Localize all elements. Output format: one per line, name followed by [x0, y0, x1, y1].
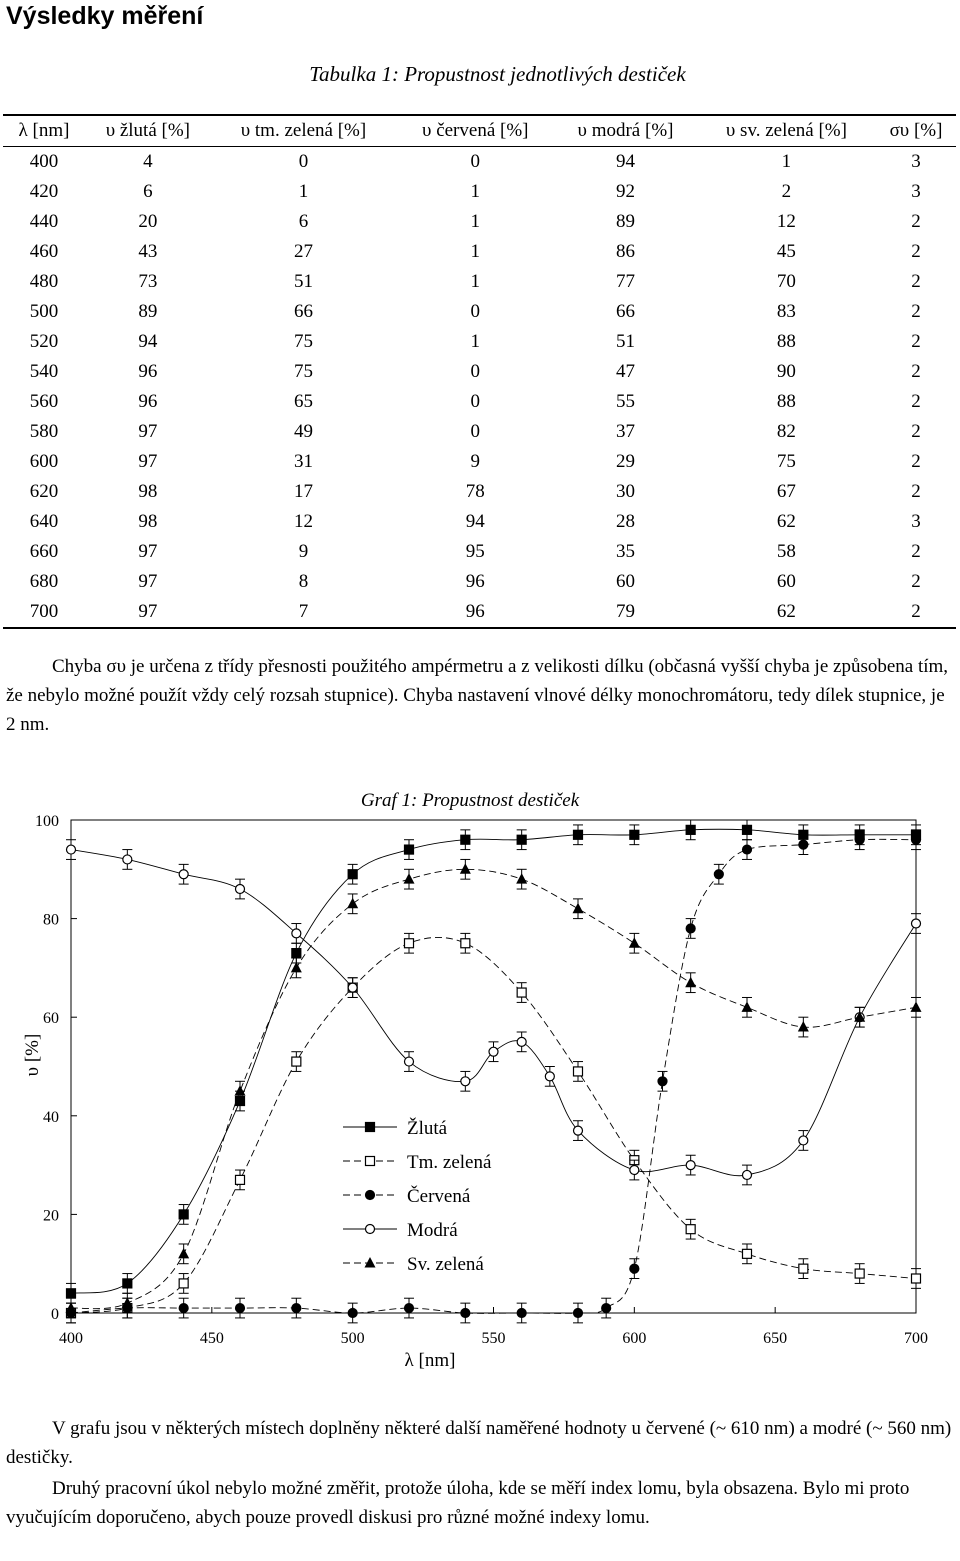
table-cell: 28 [616, 511, 636, 532]
legend-marker [366, 1123, 375, 1132]
data-point [236, 1175, 245, 1184]
table-cell: 2 [911, 541, 921, 562]
series-line [71, 850, 916, 1176]
data-point [630, 1264, 639, 1273]
table-cell: 77 [616, 271, 636, 292]
graph-note-paragraph: V grafu jsou v některých místech doplněny některé další naměřené hodnoty u červené (~ 610 nm) a modré (~ 560 nm) destičky. [6, 1418, 952, 1468]
table-cell: 37 [616, 421, 636, 442]
table-cell: 86 [616, 241, 636, 262]
table-cell: 65 [293, 391, 313, 412]
chart-legend [343, 1117, 492, 1275]
data-point [743, 825, 752, 834]
data-point [686, 825, 695, 834]
table-cell: 51 [293, 271, 313, 292]
legend-marker [366, 1225, 375, 1234]
table-cell: 2 [781, 181, 792, 202]
x-tick-label: 650 [763, 1330, 788, 1347]
table-body [3, 147, 956, 629]
table-cell: 97 [138, 601, 158, 622]
table-cell: 94 [138, 331, 158, 352]
table-cell: 0 [470, 151, 480, 172]
table-header-row [3, 115, 956, 147]
table-cell: 1 [470, 211, 480, 232]
table-cell: 30 [616, 481, 636, 502]
legend-label: Tm. zelená [407, 1152, 492, 1173]
series-1 [66, 933, 921, 1322]
y-axis-label: υ [%] [22, 1033, 43, 1077]
table-cell: 60 [776, 571, 796, 592]
data-point [123, 855, 132, 864]
y-tick-label: 40 [43, 1108, 59, 1126]
table-cell: 27 [293, 241, 313, 262]
data-point [405, 1057, 414, 1066]
table-cell: 66 [616, 301, 636, 322]
table-cell: 47 [616, 361, 636, 382]
data-point [799, 1136, 808, 1145]
table-row [3, 477, 956, 507]
table-cell: 2 [911, 271, 921, 292]
data-point [602, 1304, 611, 1313]
data-point [517, 1037, 526, 1046]
table-cell: 0 [470, 391, 480, 412]
table-cell: 1 [470, 331, 480, 352]
table-cell: 2 [911, 601, 921, 622]
table-cell: 2 [911, 451, 921, 472]
legend-label: Sv. zelená [407, 1254, 484, 1275]
table-cell: 4 [143, 151, 153, 172]
legend-label: Žlutá [407, 1118, 448, 1139]
table-cell: 70 [776, 271, 796, 292]
table-cell: 20 [138, 211, 158, 232]
series-line [71, 937, 916, 1313]
transmittance-chart [0, 780, 960, 1410]
table-cell: 98 [138, 511, 158, 532]
table-cell: 97 [138, 571, 158, 592]
table-cell: 43 [138, 241, 158, 262]
table-row [3, 297, 956, 327]
data-point [545, 1072, 554, 1081]
data-point [236, 885, 245, 894]
table-row [3, 537, 956, 567]
data-point [235, 1085, 246, 1096]
table-row [3, 327, 956, 357]
legend-marker [366, 1157, 375, 1166]
data-point [912, 1274, 921, 1283]
series-2 [66, 830, 921, 1323]
data-point [347, 898, 358, 909]
data-point [178, 1248, 189, 1259]
table-cell: 31 [293, 451, 313, 472]
data-point [67, 845, 76, 854]
table-cell: 440 [29, 211, 59, 232]
y-tick-label: 60 [43, 1010, 59, 1028]
series-3 [66, 840, 921, 1185]
table-row [3, 567, 956, 597]
table-cell: 9 [298, 541, 309, 562]
table-cell: 600 [29, 451, 59, 472]
data-point [574, 1126, 583, 1135]
table-cell: 98 [138, 481, 158, 502]
table-cell: 540 [29, 361, 59, 382]
table-cell: 96 [138, 361, 158, 382]
x-tick-label: 700 [904, 1330, 928, 1347]
table-cell: 62 [776, 601, 796, 622]
table-row [3, 417, 956, 447]
table-header-cell: υ žlutá [%] [85, 115, 211, 147]
data-point [685, 977, 696, 988]
table-cell: 640 [29, 511, 59, 532]
table-cell: 58 [776, 541, 796, 562]
table-cell: 92 [616, 181, 636, 202]
table-cell: 660 [29, 541, 59, 562]
table-row [3, 147, 956, 178]
table-cell: 90 [776, 361, 796, 382]
data-point [573, 903, 584, 914]
data-point [686, 1225, 695, 1234]
y-tick-label: 80 [43, 911, 59, 929]
data-point [714, 870, 723, 879]
table-cell: 17 [293, 481, 313, 502]
data-point [179, 1304, 188, 1313]
table-cell: 29 [616, 451, 636, 472]
data-point [67, 1289, 76, 1298]
data-point [489, 1047, 498, 1056]
table-header-cell: λ [nm] [3, 115, 85, 147]
table-cell: 45 [776, 241, 796, 262]
table-cell: 97 [138, 451, 158, 472]
table-row [3, 357, 956, 387]
table-cell: 3 [911, 511, 921, 532]
page-heading: Výsledky měření [6, 2, 204, 30]
table-header-cell: υ modrá [%] [554, 115, 697, 147]
data-point [405, 1304, 414, 1313]
data-point [236, 1304, 245, 1313]
data-point [516, 873, 527, 884]
table-cell: 2 [911, 331, 921, 352]
data-point [630, 830, 639, 839]
x-tick-label: 450 [199, 1330, 224, 1347]
table-cell: 89 [616, 211, 636, 232]
table-cell: 2 [911, 211, 921, 232]
error-paragraph: Chyba συ je určena z třídy přesnosti použitého ampérmetru a z velikosti dílku (občasná vyšší chyba je způsobena tím, že nebylo možné použít vždy celý rozsah stupnice). Chyba nastavení vlnové délky monochromátoru, tedy dílek stupnice, je 2 nm. [6, 656, 949, 735]
data-point [574, 1309, 583, 1318]
table-cell: 580 [29, 421, 59, 442]
table-cell: 480 [29, 271, 59, 292]
table-cell: 0 [470, 421, 480, 442]
table-cell: 2 [911, 361, 921, 382]
table-cell: 2 [911, 571, 921, 592]
data-point [179, 870, 188, 879]
table-cell: 400 [29, 151, 59, 172]
table-cell: 62 [776, 511, 796, 532]
table-cell: 66 [293, 301, 313, 322]
table-cell: 55 [616, 391, 636, 412]
data-point [292, 1304, 301, 1313]
data-point [686, 1161, 695, 1170]
data-point [743, 845, 752, 854]
table-cell: 79 [616, 601, 636, 622]
data-point [742, 1001, 753, 1012]
table-cell: 49 [293, 421, 313, 442]
table-header-cell: συ [%] [876, 115, 956, 147]
table-cell: 1 [470, 241, 480, 262]
table-cell: 3 [911, 181, 921, 202]
series-line [71, 839, 916, 1313]
table-row [3, 447, 956, 477]
table-cell: 94 [616, 151, 636, 172]
table-cell: 73 [138, 271, 158, 292]
table-cell: 620 [29, 481, 59, 502]
table-cell: 6 [298, 211, 309, 232]
data-point [629, 937, 640, 948]
legend-label: Červená [407, 1186, 471, 1207]
table-row [3, 597, 956, 628]
table-cell: 1 [470, 271, 480, 292]
data-point [517, 835, 526, 844]
data-point [405, 845, 414, 854]
data-point [461, 835, 470, 844]
table-row [3, 207, 956, 237]
table-caption: Tabulka 1: Propustnost jednotlivých destiček [309, 62, 686, 86]
table-cell: 6 [143, 181, 153, 202]
data-point [292, 929, 301, 938]
data-point [460, 863, 471, 874]
table-cell: 97 [138, 421, 158, 442]
data-point [123, 1279, 132, 1288]
table-cell: 460 [29, 241, 59, 262]
data-point [461, 1077, 470, 1086]
table-cell: 0 [470, 361, 480, 382]
x-tick-label: 600 [622, 1330, 647, 1347]
y-tick-label: 0 [51, 1306, 59, 1323]
table-cell: 12 [293, 511, 313, 532]
data-point [461, 1309, 470, 1318]
table-cell: 75 [293, 361, 313, 382]
table-cell: 97 [138, 541, 158, 562]
legend-label: Modrá [407, 1220, 458, 1241]
data-point [461, 939, 470, 948]
table-cell: 8 [298, 571, 309, 592]
data-point [574, 830, 583, 839]
data-point [348, 1309, 357, 1318]
table-cell: 7 [298, 601, 309, 622]
data-point [404, 873, 415, 884]
y-tick-label: 100 [35, 813, 59, 830]
table-row [3, 237, 956, 267]
table-cell: 75 [776, 451, 796, 472]
x-tick-label: 400 [59, 1330, 83, 1347]
data-point [574, 1067, 583, 1076]
table-header-cell: υ červená [%] [396, 115, 554, 147]
data-point [348, 983, 357, 992]
table-cell: 89 [138, 301, 158, 322]
table-cell: 78 [465, 481, 485, 502]
table-cell: 0 [470, 301, 480, 322]
table-cell: 2 [911, 391, 921, 412]
data-point [517, 1309, 526, 1318]
table-cell: 520 [29, 331, 59, 352]
table-cell: 2 [911, 241, 921, 262]
table-cell: 680 [29, 571, 59, 592]
data-point [799, 1264, 808, 1273]
data-point [179, 1279, 188, 1288]
data-point [348, 870, 357, 879]
second-task-paragraph: Druhý pracovní úkol nebylo možné změřit, protože úloha, kde se měří index lomu, byla obsazena. Bylo mi proto vyučujícím doporučeno, abych pouze provedl diskusi pro různé možné indexy lomu. [6, 1478, 910, 1528]
table-cell: 2 [911, 301, 921, 322]
data-point [292, 1057, 301, 1066]
table-cell: 67 [776, 481, 796, 502]
data-point [122, 1297, 133, 1308]
table-row [3, 267, 956, 297]
table-cell: 95 [465, 541, 485, 562]
table-cell: 94 [465, 511, 485, 532]
chart-series [66, 820, 922, 1323]
legend-marker [365, 1257, 376, 1268]
y-tick-label: 20 [43, 1207, 59, 1225]
table-header-cell: υ tm. zelená [%] [211, 115, 397, 147]
data-point [291, 962, 302, 973]
table-row [3, 387, 956, 417]
data-point [405, 939, 414, 948]
data-point [66, 1302, 77, 1313]
table-cell: 75 [293, 331, 313, 352]
table-cell: 96 [465, 601, 485, 622]
table-cell: 0 [298, 151, 309, 172]
table-cell: 420 [29, 181, 59, 202]
table-cell: 560 [29, 391, 59, 412]
table-cell: 2 [911, 421, 921, 442]
data-point [912, 835, 921, 844]
table-cell: 82 [776, 421, 796, 442]
table-row [3, 507, 956, 537]
data-point [911, 1001, 922, 1012]
data-point [179, 1210, 188, 1219]
table-cell: 2 [911, 481, 921, 502]
data-point [855, 835, 864, 844]
table-cell: 12 [776, 211, 796, 232]
data-point [292, 949, 301, 958]
table-cell: 1 [298, 181, 309, 202]
series-4 [66, 859, 922, 1317]
series-line [71, 869, 916, 1308]
table-cell: 88 [776, 331, 796, 352]
chart-plot-frame [71, 820, 916, 1313]
chart-title: Graf 1: Propustnost destiček [360, 790, 580, 811]
data-point [798, 1021, 809, 1032]
table-cell: 96 [138, 391, 158, 412]
table-cell: 35 [616, 541, 636, 562]
transmittance-table [3, 114, 956, 629]
table-cell: 96 [465, 571, 485, 592]
x-axis-label: λ [nm] [404, 1350, 456, 1371]
legend-marker [366, 1191, 375, 1200]
data-point [799, 840, 808, 849]
table-cell: 83 [776, 301, 796, 322]
table-cell: 51 [616, 331, 636, 352]
data-point [517, 988, 526, 997]
data-point [743, 1170, 752, 1179]
table-header-cell: υ sv. zelená [%] [697, 115, 876, 147]
table-cell: 500 [29, 301, 59, 322]
data-point [912, 919, 921, 928]
table-cell: 700 [29, 601, 59, 622]
table-row [3, 177, 956, 207]
data-point [658, 1077, 667, 1086]
x-tick-label: 550 [481, 1330, 506, 1347]
table-cell: 9 [470, 451, 480, 472]
table-cell: 60 [616, 571, 636, 592]
table-cell: 1 [470, 181, 480, 202]
data-point [630, 1166, 639, 1175]
data-point [743, 1249, 752, 1258]
table-cell: 88 [776, 391, 796, 412]
table-cell: 1 [781, 151, 792, 172]
table-cell: 3 [911, 151, 921, 172]
data-point [686, 924, 695, 933]
x-tick-label: 500 [340, 1330, 365, 1347]
data-point [855, 1269, 864, 1278]
